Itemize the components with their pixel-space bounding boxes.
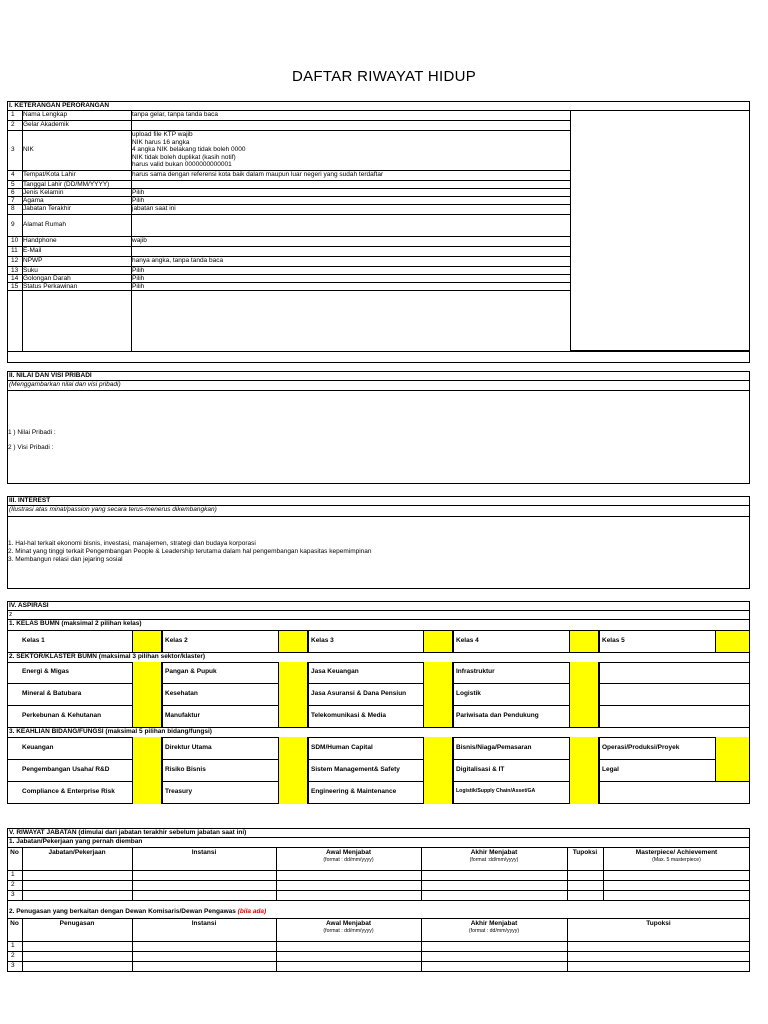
kelas-label: Kelas 1 [22,637,45,644]
keahlian-label: Digitalisasi & IT [456,766,505,773]
sektor-label: Kesehatan [165,690,198,697]
section-5-sub2-text: 2. Penugasan yang berkaitan dengan Dewan Komisaris/Dewan Pengawas [9,908,236,915]
keahlian-checkbox[interactable] [132,781,162,804]
table-header-text: Jabatan/Pekerjaan [48,849,106,856]
field-value[interactable]: wajib [132,237,147,244]
section-1-table-bottom [7,351,750,352]
keahlian-col-line [308,737,309,759]
field-label: Alamat Rumah [23,221,66,228]
section-3-header: III. INTEREST [9,497,51,504]
keahlian-row-line [7,781,750,782]
sektor-header: 2. SEKTOR/KLASTER BUMN (maksimal 3 pilihan sektor/klaster) [9,653,206,660]
keahlian-label: Bisnis/Niaga/Pemasaran [456,744,532,751]
field-value[interactable]: Pilih [132,283,145,290]
table-header-text: Masterpiece/ Achievement [635,849,718,856]
table-header-text: Awal Menjabat [325,920,372,927]
field-label: Agama [23,197,44,204]
row-number: 14 [11,275,19,282]
table-header-text: Penugasan [59,920,95,927]
keahlian-label: Direktur Utama [165,744,212,751]
keahlian-checkbox[interactable] [569,759,599,781]
keahlian-checkbox[interactable] [423,737,453,759]
sektor-col-line [453,662,454,683]
keahlian-label: Risiko Bisnis [165,766,206,773]
kelas-label: Kelas 2 [165,637,188,644]
keahlian-checkbox[interactable] [715,737,750,759]
table-header-text: Instansi [191,920,217,927]
row-number: 4 [11,171,15,178]
table-top-line [7,918,750,919]
sektor-checkbox[interactable] [278,705,308,727]
section-5-sub1: 1. Jabatan/Pekerjaan yang pernah diemban [9,838,143,845]
sektor-row-line [7,683,750,684]
keahlian-label: Keuangan [22,744,54,751]
field-value[interactable]: Pilih [132,189,145,196]
kelas-label: Kelas 3 [311,637,334,644]
personal-row-line [7,214,570,215]
section-2-header: II. NILAI DAN VISI PRIBADI [9,372,92,379]
field-label: Golongan Darah [23,275,71,282]
table-header-subtext: (Max. 5 masterpiece) [652,856,701,863]
row-number: 15 [11,283,19,290]
sektor-checkbox[interactable] [423,683,453,705]
section-5-sub2-note: (bila ada) [237,908,267,915]
kelas-checkbox[interactable] [569,631,599,652]
keahlian-label: Pengembangan Usaha/ R&D [22,766,110,773]
keahlian-col-line [453,737,454,759]
row-number: 11 [11,247,18,254]
kelas-col-line [308,631,309,652]
keahlian-checkbox[interactable] [132,759,162,781]
field-value[interactable]: hanya angka, tanpa tanda baca [132,257,224,264]
field-label: Nama Lengkap [23,111,68,118]
table-row-number: 3 [11,962,15,969]
sektor-col-line [599,662,600,683]
sektor-label: Logistik [456,690,481,697]
sektor-checkbox[interactable] [569,705,599,727]
row-number: 2 [11,121,15,128]
table-header-subtext: (format : dd/mm/yyyy) [323,927,374,934]
table-header-text: Tupoksi [572,849,598,856]
field-value[interactable]: Pilih [132,197,145,204]
keahlian-label: SDM/Human Capital [311,744,373,751]
table-header-cell [421,920,567,935]
sektor-label: Pariwisata dan Pendukung [456,712,539,719]
section-4-divider-a [7,610,750,611]
sektor-label: Mineral & Batubara [22,690,82,697]
table-row-number: 3 [11,891,15,898]
keahlian-label: Legal [602,766,619,773]
field-label: Tanggal Lahir (DD/MM/YYYY) [23,181,110,188]
kelas-checkbox[interactable] [715,631,750,652]
table-header-cell [22,849,132,857]
kelas-col-line [453,631,454,652]
keahlian-checkbox[interactable] [423,759,453,781]
field-label: Status Perkawinan [23,283,78,290]
table-header-cell [567,920,750,928]
table-row-cells[interactable] [22,870,750,880]
field-value[interactable]: jabatan saat ini [132,205,176,212]
sektor-checkbox[interactable] [278,662,308,683]
interest-item-2: 2. Minat yang tinggi terkait Pengembangan People & Leadership terutama dalam hal pengembangan kapasitas kepemimpinan [8,548,372,555]
keahlian-checkbox[interactable] [278,759,308,781]
keahlian-header: 3. KEAHLIAN BIDANG/FUNGSI (maksimal 5 pilihan bidang/fungsi) [9,728,212,735]
kelas-checkbox[interactable] [278,631,308,652]
table-row-number: 1 [11,871,15,878]
section-3-divider-b [7,516,750,517]
sektor-col-line [308,683,309,705]
keahlian-row-line [7,737,750,738]
row-number: 3 [11,146,15,153]
section-2-divider-b [7,390,750,391]
keahlian-checkbox[interactable] [569,781,599,804]
sektor-col-line [162,705,163,727]
sektor-label: Infrastruktur [456,668,495,675]
table-header-cell [603,849,750,864]
section-2-subtitle: (Menggambarkan nilai dan visi pribadi) [9,381,121,388]
row-number: 7 [11,197,15,204]
table-header-text: No [10,920,19,927]
row-number: 8 [11,205,15,212]
sektor-checkbox[interactable] [423,662,453,683]
keahlian-col-line [308,759,309,781]
kelas-col-line [599,631,600,652]
section-5-sub2 [9,908,266,916]
sektor-checkbox[interactable] [569,662,599,683]
table-row-cells[interactable] [22,941,750,951]
visi-pribadi-label[interactable]: 2 ) Visi Pribadi : [8,444,54,451]
keahlian-label: Treasury [165,788,193,795]
sektor-checkbox[interactable] [423,705,453,727]
nilai-pribadi-label[interactable]: 1 ) Nilai Pribadi : [8,429,56,436]
personal-row-line [7,246,570,247]
field-label: Jabatan Terakhir [23,205,71,212]
field-value[interactable]: Pilih [132,267,145,274]
field-label: Handphone [23,237,57,244]
keahlian-checkbox[interactable] [715,759,750,781]
keahlian-col-line [453,759,454,781]
field-value[interactable]: tanpa gelar, tanpa tanda baca [132,111,219,118]
sektor-checkbox[interactable] [569,683,599,705]
keahlian-col-line [599,759,600,781]
table-row-cells[interactable] [22,951,750,961]
field-label: E-Mail [23,247,42,254]
table-row-cells[interactable] [22,961,750,971]
sektor-label: Telekomunikasi & Media [311,712,387,719]
kelas-label: Kelas 5 [602,637,625,644]
table-bottom-line [7,971,750,972]
sektor-col-line [599,705,600,727]
personal-row-line [7,120,570,121]
table-header-subtext: (format : dd/mm/yyyy) [468,927,520,934]
section-4-header: IV. ASPIRASI [9,602,49,609]
sektor-label: Jasa Asuransi & Dana Pensiun [311,690,407,697]
row-number: 9 [11,221,15,228]
table-row-cells[interactable] [22,880,750,890]
sektor-label: Manufaktur [165,712,201,719]
sektor-label: Pangan & Pupuk [165,668,217,675]
kelas-header: 1. KELAS BUMN (maksimal 2 pilihan kelas) [9,620,142,627]
page-title: DAFTAR RIWAYAT HIDUP [291,68,477,85]
table-header-cell [132,849,276,857]
section-4-divider-c [7,630,750,631]
sektor-checkbox[interactable] [132,662,162,683]
keahlian-checkbox[interactable] [278,781,308,804]
keahlian-checkbox[interactable] [423,781,453,804]
section-4-marker: z [9,611,13,618]
table-header-text: No [10,849,19,856]
kelas-col-line [162,631,163,652]
table-header-cell [22,920,132,928]
row-number: 5 [11,181,15,188]
table-row-number: 1 [11,942,15,949]
table-header-cell [276,849,421,864]
field-label: Gelar Akademik [23,121,69,128]
table-top-line [7,847,750,848]
keahlian-row-line [7,759,750,760]
field-value[interactable]: harus sama dengan referensi kota baik dalam maupun luar negeri yang sudah terdaftar [132,171,384,178]
keahlian-col-line [599,781,600,804]
table-row-number: 2 [11,881,15,888]
row-number: 12 [11,257,19,264]
field-label: NPWP [23,257,43,264]
sektor-checkbox[interactable] [132,683,162,705]
table-bottom-line [7,900,750,901]
keahlian-col-line [162,759,163,781]
section-5-header: V. RIWAYAT JABATAN (dimulai dari jabatan terakhir sebelum jabatan saat ini) [9,829,247,836]
field-value[interactable]: upload file KTP wajib NIK harus 16 angka 4 angka NIK belakang tidak boleh 0000 NIK tidak boleh duplikat (kasih notif) harus valid bukan 0000000000001 [132,131,246,169]
row-number: 1 [11,111,15,118]
interest-item-3: 3. Membangun relasi dan jejaring sosial [8,556,123,563]
field-label: Tempat/Kota Lahir [23,171,76,178]
table-row-number: 2 [11,952,15,959]
sektor-checkbox[interactable] [132,705,162,727]
table-header-subtext: (format :dd/mm/yyyy) [469,856,519,863]
row-number: 10 [11,237,19,244]
table-header-text: Akhir Menjabat [470,849,518,856]
table-header-cell [7,920,22,928]
field-value[interactable]: Pilih [132,275,145,282]
table-header-text: Instansi [191,849,217,856]
row-number: 13 [11,267,19,274]
sektor-label: Jasa Keuangan [311,668,359,675]
table-header-text: Akhir Menjabat [470,920,518,927]
sektor-label: Energi & Migas [22,668,69,675]
field-label: NIK [23,146,34,153]
interest-item-1: 1. Hal-hal terkait ekonomi bisnis, investasi, manajemen, strategi dan budaya korporasi [8,540,256,547]
sektor-col-line [308,705,309,727]
keahlian-label: Compliance & Enterprise Risk [22,788,115,795]
sektor-col-line [162,683,163,705]
keahlian-checkbox[interactable] [278,737,308,759]
table-row-cells[interactable] [22,890,750,900]
personal-row-line [7,290,570,291]
sektor-label: Perkebunan & Kehutanan [22,712,102,719]
sektor-col-line [599,683,600,705]
sektor-col-line [453,683,454,705]
keahlian-checkbox[interactable] [132,737,162,759]
table-header-subtext: (format : dd/mm/yyyy) [323,856,374,863]
photo-box[interactable] [570,110,750,351]
keahlian-col-line [599,737,600,759]
table-header-cell [421,849,567,864]
keahlian-col-line [453,781,454,804]
keahlian-col-line [308,781,309,804]
keahlian-label: Sistem Management& Safety [311,766,400,773]
keahlian-label: Engineering & Maintenance [311,788,397,795]
sektor-checkbox[interactable] [278,683,308,705]
field-label: Jenis Kelamin [23,189,64,196]
table-header-text: Tupoksi [646,920,671,927]
keahlian-label: Logistik/Supply Chain/Asset/GA [456,788,536,794]
table-header-cell [567,849,603,857]
kelas-checkbox[interactable] [423,631,453,652]
kelas-checkbox[interactable] [132,631,162,652]
sektor-col-line [453,705,454,727]
section-3-subtitle: (Ilustrasi atas minat/passion yang secara terus-menerus dikembangkan) [9,506,217,513]
table-header-cell [7,849,22,857]
row-number: 6 [11,189,15,196]
table-header-cell [276,920,421,935]
table-header-cell [132,920,276,928]
keahlian-col-line [162,781,163,804]
keahlian-label: Operasi/Produksi/Proyek [602,744,680,751]
table-header-text: Awal Menjabat [325,849,372,856]
keahlian-checkbox[interactable] [569,737,599,759]
sektor-col-line [162,662,163,683]
kelas-label: Kelas 4 [456,637,479,644]
keahlian-col-line [162,737,163,759]
section-1-header: I. KETERANGAN PERORANGAN [9,102,110,109]
field-label: Suku [23,267,38,274]
sektor-col-line [308,662,309,683]
sektor-row-line [7,662,750,663]
sektor-row-line [7,705,750,706]
